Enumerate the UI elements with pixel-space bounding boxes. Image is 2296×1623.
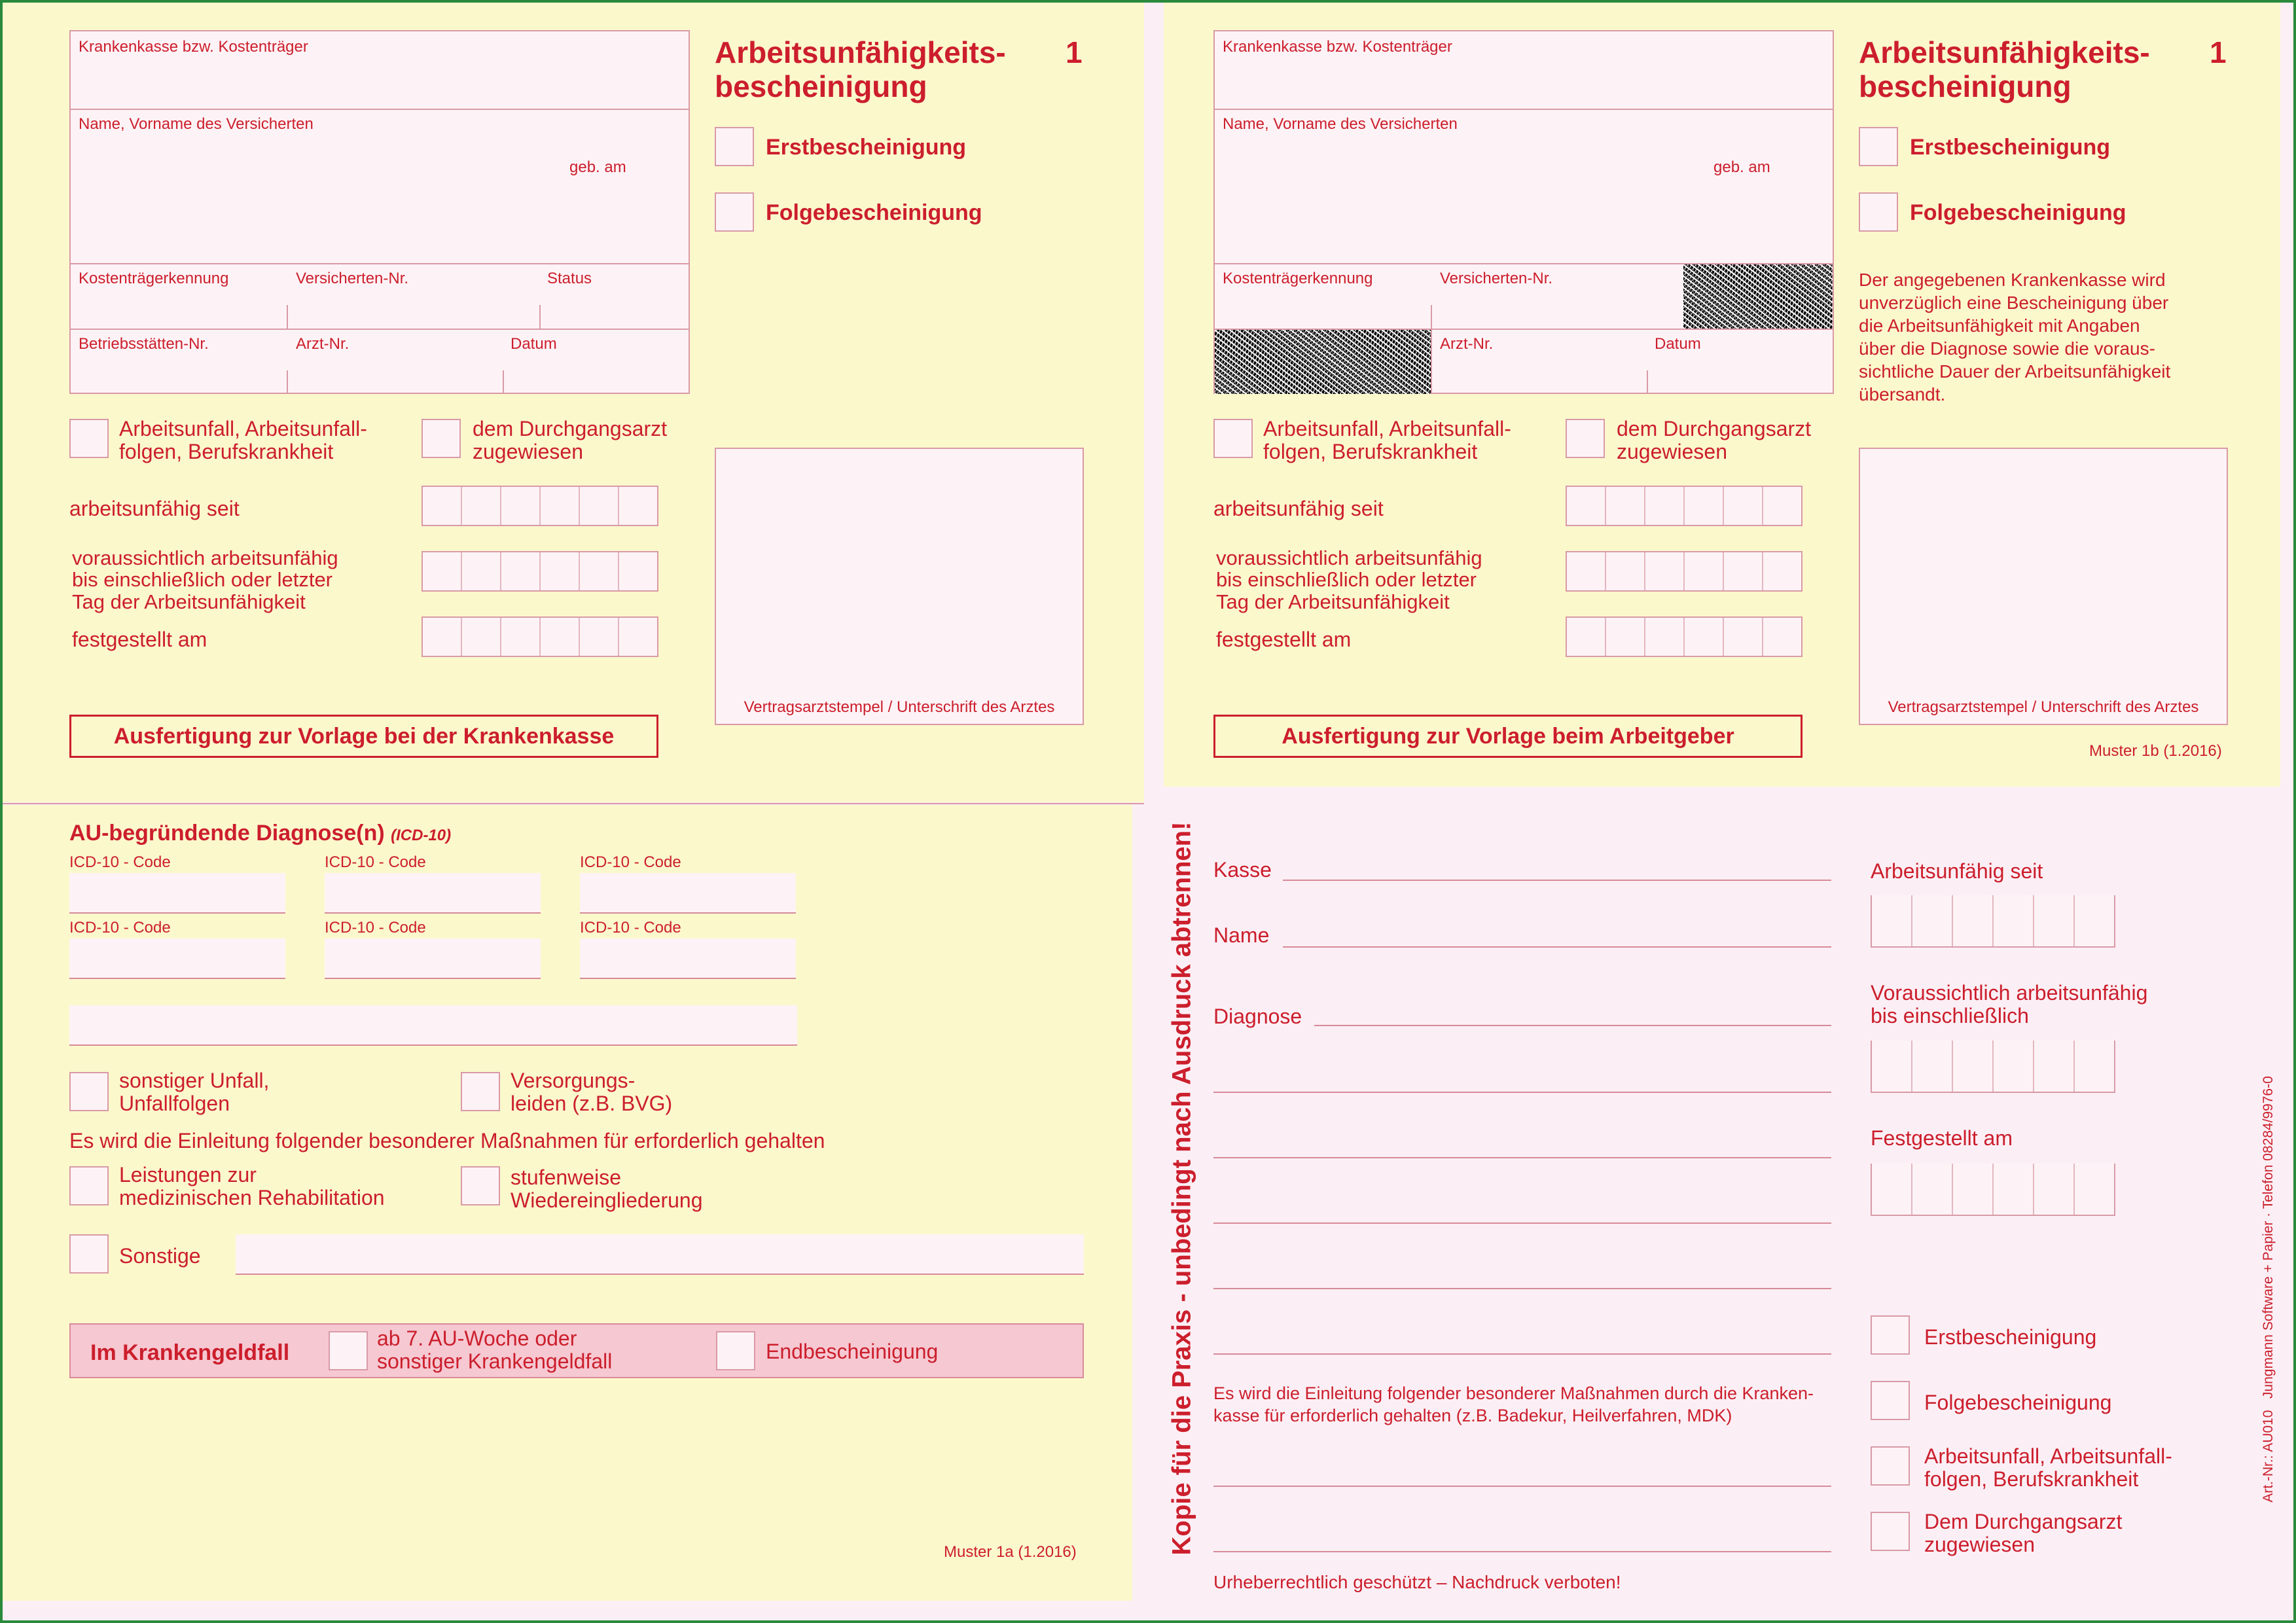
other-measures-label: Sonstige [119,1244,201,1268]
date-label: Datum [511,335,557,353]
copy-transit-doctor-checkbox[interactable] [1871,1512,1910,1551]
determined-on-label: festgestellt am [1216,628,1352,651]
unfit-since-label: arbeitsunfähig seit [1213,497,1384,520]
redacted-site-number-block [1215,330,1431,394]
first-cert-label: Erstbescheinigung [1910,135,2111,160]
final-cert-checkbox[interactable] [716,1331,755,1370]
icd-code-field-5[interactable] [325,938,541,979]
copy-name-line[interactable] [1283,946,1831,948]
icd-code-field-3[interactable] [580,873,796,914]
practice-copy-vertical-text: Kopie für die Praxis - unbedingt nach Ausdruck abtrennen! [1167,821,1196,1556]
perforation-line [3,803,1144,804]
copy-transit-doctor-label: Dem Durchgangsarzt zugewiesen [1924,1510,2123,1557]
stepwise-reintegration-checkbox[interactable] [461,1166,500,1205]
unfit-since-date-field[interactable] [422,486,658,526]
unfit-until-date-field[interactable] [1566,551,1803,592]
employer-notice-text: Der angegebenen Krankenkasse wird unverzüglich eine Bescheinigung über die Arbeitsunfähigkeit mit Angaben über die Diagnose sowie die voraus- sichtliche Dauer der Arbeitsunfähigkeit übersandt. [1859,270,2171,404]
copy-first-cert-label: Erstbescheinigung [1924,1325,2097,1349]
copy-measures-line-2[interactable] [1213,1551,1831,1552]
rehab-checkbox[interactable] [69,1166,109,1205]
copy-determined-label: Festgestellt am [1871,1126,2013,1150]
unfit-until-label: voraussichtlich arbeitsunfähig bis einschließlich oder letzter Tag der Arbeitsunfähigkeit [1216,546,1482,613]
transit-doctor-label: dem Durchgangsarzt zugewiesen [1617,417,1812,464]
form-version: Muster 1b (1.2016) [2089,742,2222,760]
insurer-label: Krankenkasse bzw. Kostenträger [1223,38,1452,56]
site-number-label: Betriebsstätten-Nr. [79,335,209,353]
icd-code-field-2[interactable] [325,873,541,914]
copy-followup-cert-checkbox[interactable] [1871,1381,1910,1420]
work-accident-label: Arbeitsunfall, Arbeitsunfall- folgen, Berufskrankheit [119,417,367,464]
insured-number-label: Versicherten-Nr. [1440,270,1553,287]
copy-insurer-label: Kasse [1213,858,1272,882]
icd-code-label-3: ICD-10 - Code [580,853,681,871]
unfit-since-label: arbeitsunfähig seit [69,497,240,520]
form-number: 1 [1066,35,1083,69]
followup-cert-label: Folgebescheinigung [1910,200,2126,225]
copyright-notice: Urheberrechtlich geschützt – Nachdruck verboten! [1213,1572,1621,1592]
icd-code-field-4[interactable] [69,938,285,979]
other-measures-field[interactable] [236,1234,1084,1275]
copy-diagnosis-label: Diagnose [1213,1005,1302,1028]
redacted-status-block [1683,264,1833,329]
measures-intro: Es wird die Einleitung folgender besonderer Maßnahmen für erforderlich gehalten [69,1129,825,1152]
icd-code-label-1: ICD-10 - Code [69,853,171,871]
unfit-until-label: voraussichtlich arbeitsunfähig bis einschließlich oder letzter Tag der Arbeitsunfähigkeit [72,546,338,613]
copy-followup-cert-label: Folgebescheinigung [1924,1391,2112,1414]
icd-code-label-2: ICD-10 - Code [325,853,426,871]
insured-number-label: Versicherten-Nr. [296,270,409,287]
supply-disorder-checkbox[interactable] [461,1072,500,1111]
card-muster-1b-top-right [1164,3,2280,787]
dob-label: geb. am [569,158,626,176]
other-measures-checkbox[interactable] [69,1234,109,1274]
icd-code-field-1[interactable] [69,873,285,914]
icd-code-label-6: ICD-10 - Code [580,919,681,936]
transit-doctor-label: dem Durchgangsarzt zugewiesen [473,417,668,464]
transit-doctor-checkbox[interactable] [1566,419,1605,458]
name-label: Name, Vorname des Versicherten [79,115,314,133]
name-label: Name, Vorname des Versicherten [1223,115,1458,133]
other-accident-label: sonstiger Unfall, Unfallfolgen [119,1069,270,1116]
card-muster-1-top-left [3,3,1144,802]
icd-code-field-6[interactable] [580,938,796,979]
article-number-vertical: Art.-Nr.: AU010 Jungmann Software + Papier · Telefon 08284/9976-0 [2261,1076,2276,1503]
determined-on-date-field[interactable] [422,616,658,657]
date-label: Datum [1655,335,1701,353]
work-accident-checkbox[interactable] [69,419,109,458]
dob-label: geb. am [1713,158,1770,176]
copy-unfit-until-label: Voraussichtlich arbeitsunfähig bis einschließlich [1871,981,2148,1028]
doctor-stamp-box[interactable] [1859,448,2228,725]
copy-unfit-until-date-field[interactable] [1871,1041,2115,1093]
doctor-stamp-label: Vertragsarztstempel / Unterschrift des Arztes [1888,698,2199,717]
followup-cert-label: Folgebescheinigung [766,200,982,225]
copy-measures-line-1[interactable] [1213,1486,1831,1487]
copy-determined-date-field[interactable] [1871,1164,2115,1216]
stepwise-reintegration-label: stufenweise Wiedereingliederung [511,1166,703,1213]
form-title: Arbeitsunfähigkeits- bescheinigung [715,35,1006,104]
week7-checkbox[interactable] [329,1331,368,1370]
payer-id-label: Kostenträgerkennung [1223,270,1373,287]
copy-unfit-since-date-field[interactable] [1871,895,2115,948]
supply-disorder-label: Versorgungs- leiden (z.B. BVG) [511,1069,673,1116]
unfit-until-date-field[interactable] [422,551,658,592]
payer-id-label: Kostenträgerkennung [79,270,229,287]
copy-work-accident-checkbox[interactable] [1871,1446,1910,1486]
copy-first-cert-checkbox[interactable] [1871,1315,1910,1355]
diagnosis-heading: AU-begründende Diagnose(n) (ICD-10) [69,821,452,846]
copy-diagnosis-line-3[interactable] [1213,1157,1831,1158]
insurer-label: Krankenkasse bzw. Kostenträger [79,38,308,56]
form-title: Arbeitsunfähigkeits- bescheinigung [1859,35,2150,104]
sickpay-band [69,1323,1084,1378]
patient-header-box [69,30,690,394]
icd-code-label-5: ICD-10 - Code [325,919,426,936]
copy-diagnosis-line-2[interactable] [1213,1092,1831,1093]
copy-purpose-banner: Ausfertigung zur Vorlage bei der Krankenkasse [69,715,658,758]
copy-diagnosis-line-6[interactable] [1213,1353,1831,1355]
determined-on-date-field[interactable] [1566,616,1803,657]
copy-diagnosis-line-5[interactable] [1213,1288,1831,1289]
copy-measures-text: Es wird die Einleitung folgender besonderer Maßnahmen durch die Kranken- kasse für erforderlich gehalten (z.B. Badekur, Heilverfahren, MDK) [1213,1383,1814,1425]
form-version: Muster 1a (1.2016) [944,1543,1077,1561]
sickpay-label: Im Krankengeldfall [90,1340,290,1365]
final-cert-label: Endbescheinigung [766,1340,939,1363]
work-accident-checkbox[interactable] [1213,419,1253,458]
status-label: Status [547,270,592,287]
patient-header-box-employer [1213,30,1834,394]
copy-name-label: Name [1213,923,1270,947]
first-cert-checkbox[interactable] [715,127,754,166]
form-number: 1 [2210,35,2227,69]
work-accident-label: Arbeitsunfall, Arbeitsunfall- folgen, Berufskrankheit [1263,417,1511,464]
transit-doctor-checkbox[interactable] [422,419,461,458]
rehab-label: Leistungen zur medizinischen Rehabilitation [119,1163,385,1210]
followup-cert-checkbox[interactable] [715,192,754,232]
copy-diagnosis-line-1[interactable] [1314,1025,1831,1026]
followup-cert-checkbox[interactable] [1859,192,1898,232]
copy-diagnosis-line-4[interactable] [1213,1222,1831,1224]
copy-insurer-line[interactable] [1283,880,1831,881]
copy-work-accident-label: Arbeitsunfall, Arbeitsunfall- folgen, Berufskrankheit [1924,1444,2172,1491]
unfit-since-date-field[interactable] [1566,486,1803,526]
other-accident-checkbox[interactable] [69,1072,109,1111]
first-cert-checkbox[interactable] [1859,127,1898,166]
doctor-number-label: Arzt-Nr. [296,335,350,353]
first-cert-label: Erstbescheinigung [766,135,967,160]
determined-on-label: festgestellt am [72,628,207,651]
week7-label: ab 7. AU-Woche oder sonstiger Krankengeldfall [377,1327,613,1374]
copy-purpose-banner: Ausfertigung zur Vorlage beim Arbeitgeber [1213,715,1803,758]
diagnosis-text-field[interactable] [69,1005,797,1046]
copy-unfit-since-label: Arbeitsunfähig seit [1871,859,2043,883]
card-muster-1a-bottom-left [3,805,1132,1601]
doctor-stamp-label: Vertragsarztstempel / Unterschrift des Arztes [744,698,1055,717]
doctor-number-label: Arzt-Nr. [1440,335,1494,353]
doctor-stamp-box[interactable] [715,448,1084,725]
icd-code-label-4: ICD-10 - Code [69,919,171,936]
